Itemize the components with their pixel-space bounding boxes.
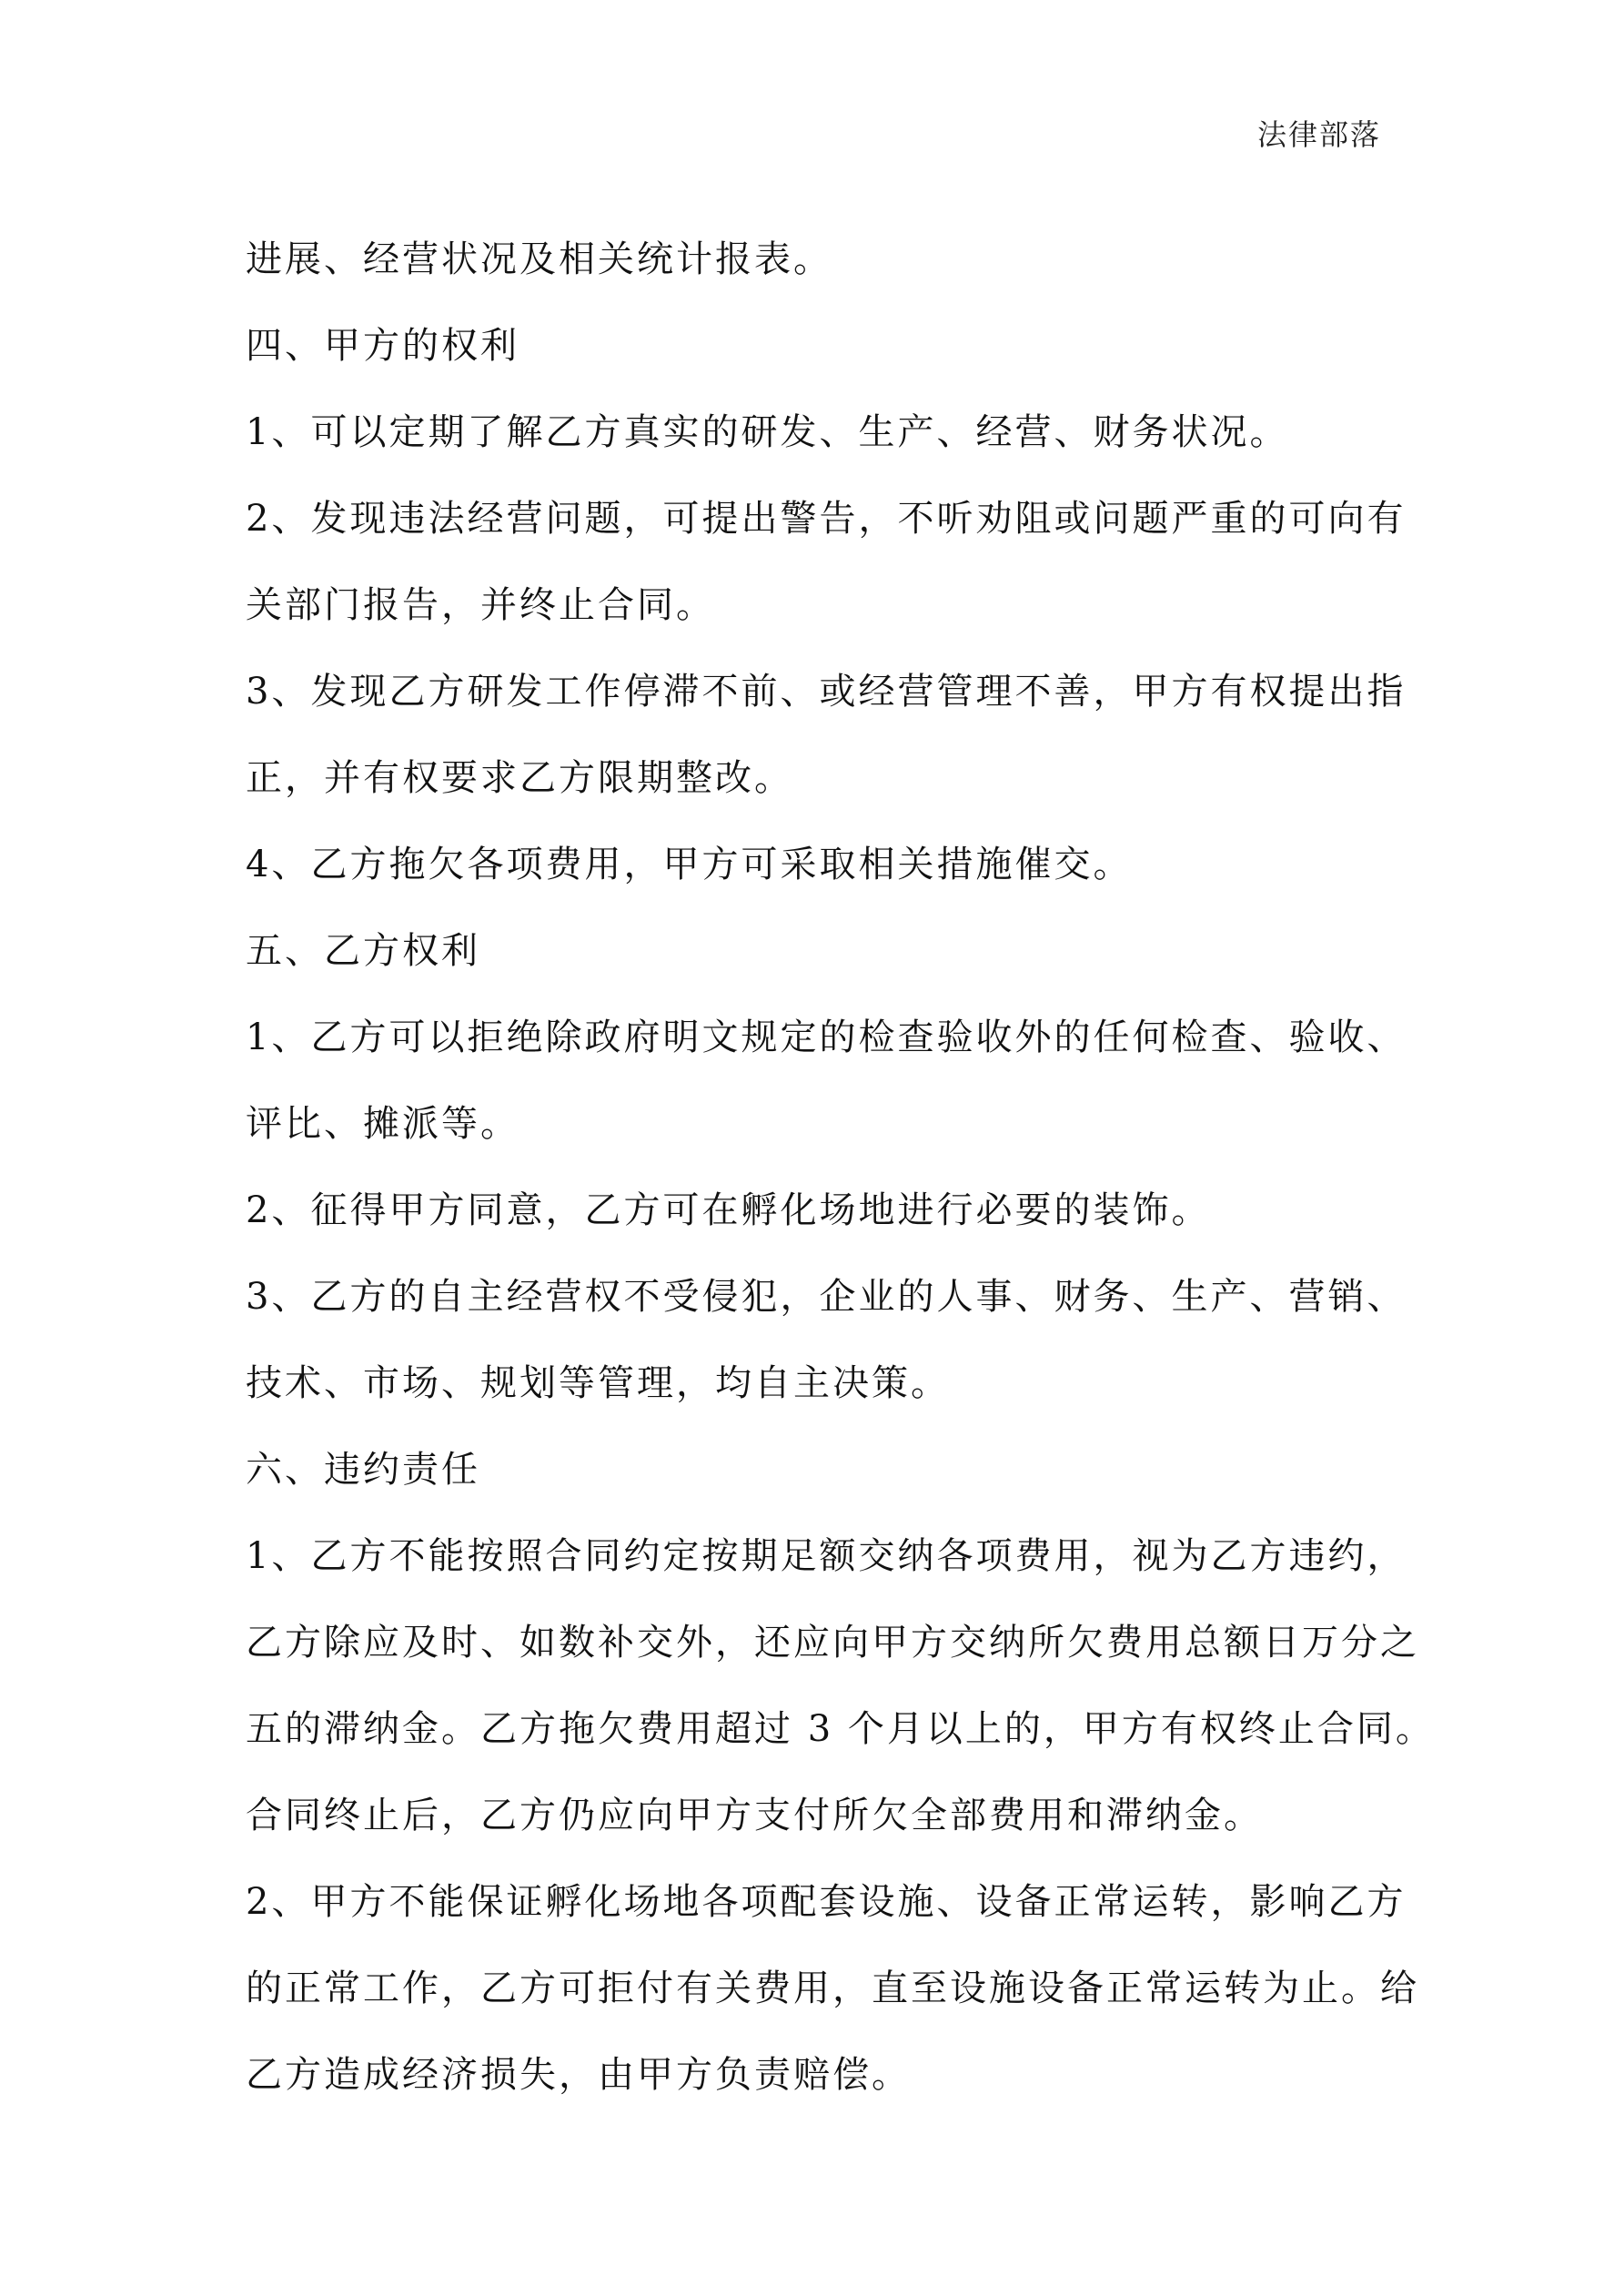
- text-line: 正，并有权要求乙方限期整改。: [246, 757, 793, 799]
- text-line: 技术、市场、规划等管理，均自主决策。: [246, 1362, 950, 1404]
- text-line: 的正常工作，乙方可拒付有关费用，直至设施设备正常运转为止。给: [246, 1967, 1419, 2009]
- text-line: 1、乙方可以拒绝除政府明文规定的检查验收外的任何检查、验收、: [246, 1017, 1407, 1058]
- text-line: 评比、摊派等。: [246, 1103, 519, 1145]
- document-body: [246, 217, 1435, 2119]
- text-line: 进展、经营状况及相关统计报表。: [246, 238, 832, 280]
- text-line: 2、甲方不能保证孵化场地各项配套设施、设备正常运转，影响乙方: [246, 1881, 1407, 1923]
- text-line: 乙方造成经济损失，由甲方负责赔偿。: [246, 2054, 911, 2096]
- text-line: 乙方除应及时、如数补交外，还应向甲方交纳所欠费用总额日万分之: [246, 1622, 1419, 1664]
- text-line: 4、乙方拖欠各项费用，甲方可采取相关措施催交。: [246, 844, 1133, 885]
- text-line: 五的滞纳金。乙方拖欠费用超过 3 个月以上的，甲方有权终止合同。: [246, 1708, 1435, 1750]
- text-line: 关部门报告，并终止合同。: [246, 584, 715, 626]
- text-line: 2、发现违法经营问题，可提出警告，不听劝阻或问题严重的可向有: [246, 498, 1407, 540]
- section-heading-6: 六、违约责任: [246, 1449, 480, 1491]
- text-line: 1、可以定期了解乙方真实的研发、生产、经营、财务状况。: [246, 411, 1289, 453]
- page-header: 法律部落: [1256, 117, 1381, 152]
- text-line: 3、乙方的自主经营权不受侵犯，企业的人事、财务、生产、营销、: [246, 1276, 1407, 1318]
- text-line: 合同终止后，乙方仍应向甲方支付所欠全部费用和滞纳金。: [246, 1795, 1263, 1836]
- section-heading-4: 四、甲方的权利: [246, 325, 519, 367]
- text-line: 3、发现乙方研发工作停滞不前、或经营管理不善，甲方有权提出指: [246, 671, 1407, 713]
- section-heading-5: 五、乙方权利: [246, 930, 480, 972]
- text-line: 1、乙方不能按照合同约定按期足额交纳各项费用，视为乙方违约，: [246, 1535, 1407, 1577]
- text-line: 2、征得甲方同意，乙方可在孵化场地进行必要的装饰。: [246, 1189, 1211, 1231]
